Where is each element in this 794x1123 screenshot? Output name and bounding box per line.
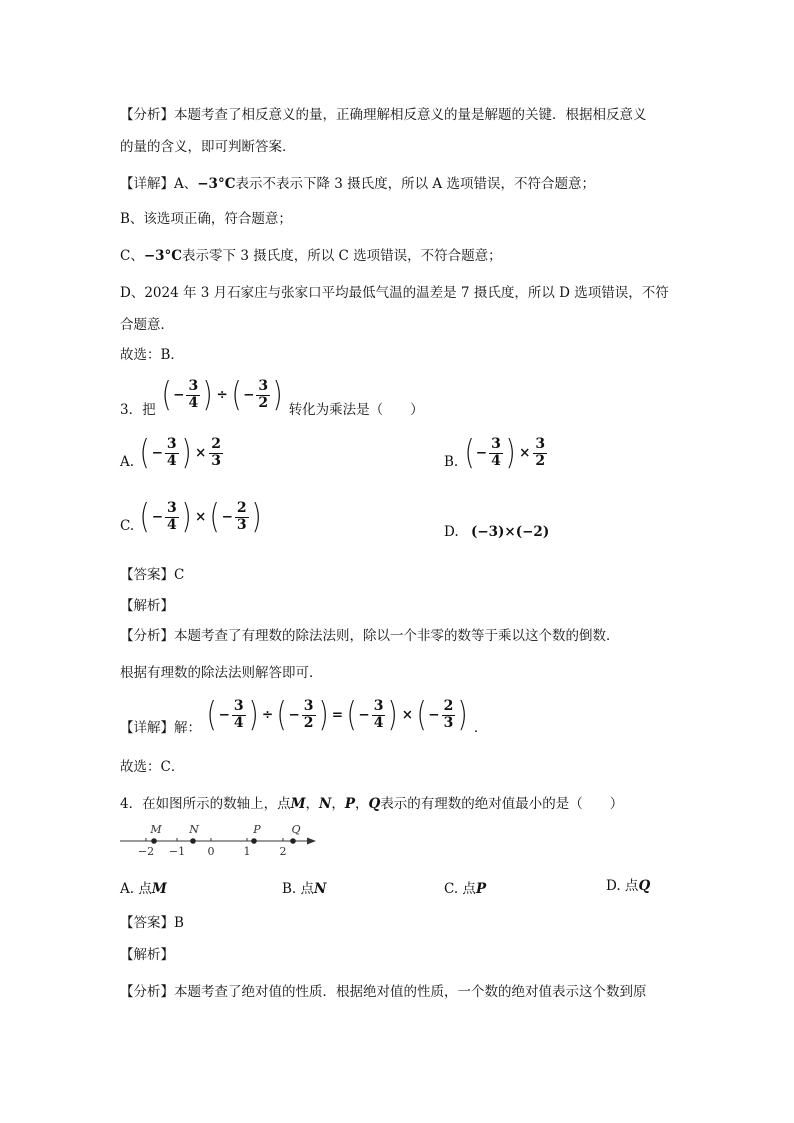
question-3: 3．把 ( − $\frac{3}{4}$ ) ÷ ( − $\frac{3}{2}$ ) 转化为乘法是（ ） (120, 375, 424, 418)
question-4: 4．在如图所示的数轴上，点M，N，P，Q表示的有理数的绝对值最小的是（ ） (120, 796, 624, 812)
tick-label: −2 (137, 845, 155, 858)
point-q-label: Q (291, 823, 301, 836)
q4-analysis-1: 【分析】本题考查了绝对值的性质．根据绝对值的性质，一个数的绝对值表示这个数到原 (120, 984, 647, 1000)
tick-label: 1 (243, 845, 251, 858)
number-line-figure (116, 818, 326, 862)
q4-option-a[interactable]: A. 点M (120, 881, 167, 897)
q3-option-c[interactable]: C. ( − $\frac{3}{4}$ ) × ( − $\frac{2}{3}$ ) (120, 497, 262, 537)
tick-label: 2 (279, 845, 287, 858)
point-p-label: P (253, 823, 261, 836)
point-n-label: N (189, 823, 199, 836)
q4-jiexi: 【解析】 (120, 947, 174, 963)
q3-option-d[interactable]: D. (−3)×(−2) (444, 524, 550, 540)
tick-label: 0 (207, 845, 215, 858)
q3-jiexi: 【解析】 (120, 598, 174, 614)
detail-b: B、该选项正确，符合题意； (120, 211, 292, 227)
q3-expression: ( − $\frac{3}{4}$ ) ÷ ( − $\frac{3}{2}$ ) (161, 375, 283, 415)
point-m-label: M (150, 823, 162, 836)
analysis-line-2: 的量的含义，即可判断答案． (120, 139, 296, 155)
q3-answer: 【答案】C (120, 567, 185, 583)
detail-d-line-2: 合题意． (120, 317, 174, 333)
point-q (290, 838, 296, 844)
point-p (251, 838, 257, 844)
q4-option-d[interactable]: D. 点Q (606, 878, 651, 894)
q3-option-b[interactable]: B. ( − $\frac{3}{4}$ ) × $\frac{3}{2}$ (444, 433, 546, 473)
detail-d-line-1: D、2024 年 3 月石家庄与张家口平均最低气温的温差是 7 摄氏度，所以 D 选项错误，不符 (120, 285, 669, 301)
q3-choose: 故选：C． (120, 759, 185, 775)
q4-option-b[interactable]: B. 点N (282, 881, 327, 897)
detail-c: C、−3°C表示零下 3 摄氏度，所以 C 选项错误，不符合题意； (120, 248, 502, 264)
point-m (151, 838, 157, 844)
q3-analysis-2: 根据有理数的除法法则解答即可． (120, 665, 323, 681)
tick-label: −1 (168, 845, 186, 858)
analysis-line-1: 【分析】本题考查了相反意义的量，正确理解相反意义的量是解题的关键．根据相反意义 (120, 107, 647, 123)
q4-answer: 【答案】B (120, 915, 184, 931)
q4-option-c[interactable]: C. 点P (444, 881, 487, 897)
q3-option-a[interactable]: A. ( − $\frac{3}{4}$ ) × $\frac{2}{3}$ (120, 433, 221, 473)
q3-detail: 【详解】解： ( − $\frac{3}{4}$ ) ÷ ( − $\frac{3}{2}$ ) = ( − $\frac{3}{4}$ ) × ( − $\frac{2}{3}$ ) ． (120, 695, 488, 736)
choose-b: 故选：B． (120, 347, 184, 363)
point-n (190, 838, 196, 844)
axis-arrow (307, 838, 316, 845)
q3-analysis-1: 【分析】本题考查了有理数的除法法则，除以一个非零的数等于乘以这个数的倒数． (120, 628, 620, 644)
detail-a: 【详解】A、−3°C表示不表示下降 3 摄氏度，所以 A 选项错误，不符合题意； (120, 176, 595, 192)
